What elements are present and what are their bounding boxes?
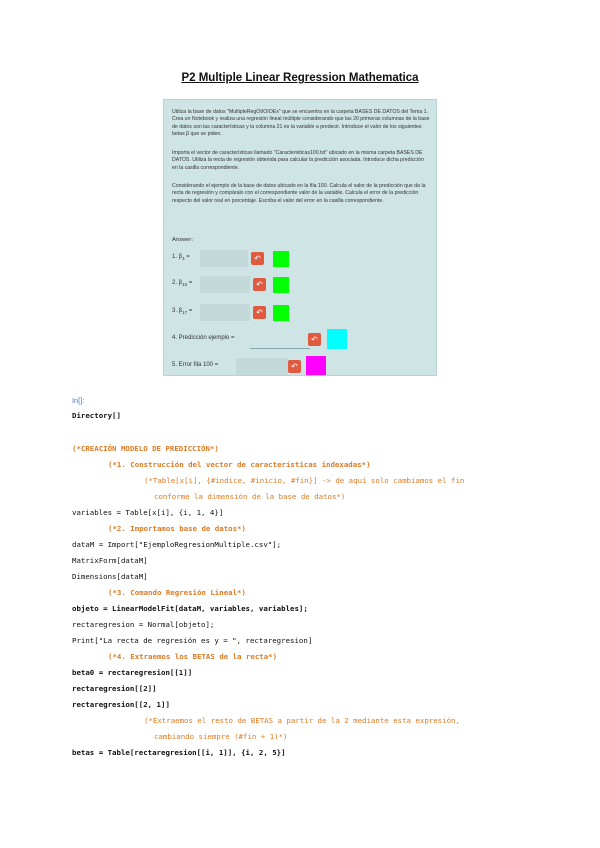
- undo-arrow-icon[interactable]: ↶: [251, 252, 264, 265]
- page-title: P2 Multiple Linear Regression Mathematica: [181, 72, 419, 84]
- code-line-matrixform: MatrixForm[dataM]: [72, 556, 148, 565]
- answer-row-label: 1. $\beta_4$ =: [172, 254, 190, 262]
- status-indicator: [273, 305, 289, 321]
- code-line-directory: Directory[]: [72, 411, 121, 420]
- answer-row-4: [172, 331, 430, 349]
- code-line-r21: rectaregresion[[2, 1]]: [72, 700, 170, 709]
- undo-arrow-icon[interactable]: ↶: [308, 333, 321, 346]
- code-line-r2: rectaregresion[[2]]: [72, 684, 157, 693]
- comment-step-2: (*2. Importamos base de datos*): [108, 524, 246, 533]
- code-line-beta0: beta0 = rectaregresion[[1]]: [72, 668, 193, 677]
- status-indicator: [273, 277, 289, 293]
- comment-step-1: (*1. Construcción del vector de características indexadas*): [108, 460, 371, 469]
- code-line-betas: betas = Table[rectaregresion[[i, 1]], {i, 2, 5}]: [72, 748, 286, 757]
- answer-row-2: [172, 276, 430, 294]
- answer-row-3: [172, 304, 430, 322]
- comment-table-b: conforme la dimensión de la base de datos*): [154, 492, 346, 501]
- code-line-variables: variables = Table[x[i], {i, 1, 4}]: [72, 508, 224, 517]
- code-line-objeto: objeto = LinearModelFit[dataM, variables, variables];: [72, 604, 308, 613]
- instruction-paragraph-3: Considerando el ejemplo de la base de datos ubicado en la fila 100. Calcula el valor de la predicción que da la recta de regresión y compáralo con el correspondiente valor de la variable. Calcula el error de la predicción respecto del valor real en porcentaje. Escriba el valor del error en la casilla correspondiente.: [172, 183, 426, 204]
- undo-arrow-icon[interactable]: ↶: [253, 306, 266, 319]
- undo-arrow-icon[interactable]: ↶: [288, 360, 301, 373]
- answer-row-label: 5. Error fila 100 =: [172, 362, 219, 368]
- undo-arrow-icon[interactable]: ↶: [253, 278, 266, 291]
- comment-betas-b: cambiando siempre (#fin + 1)*): [154, 732, 288, 741]
- status-indicator: [327, 329, 347, 349]
- instruction-paragraph-2: Importa el vector de características llamado "Caracteristicas100.txt" ubicado en la misma carpeta BASES DE DATOS. Utiliza la recta de regresión obtenida para calcular la predicción asociada. Introduce dicha predicción en la casilla correspondiente.: [172, 150, 424, 171]
- comment-step-3: (*3. Comando Regresión Lineal*): [108, 588, 246, 597]
- answer-row-label: 2. $\beta_{10}$ =: [172, 280, 193, 288]
- code-line-import: dataM = Import["EjemploRegresionMultiple.csv"];: [72, 540, 282, 549]
- comment-step-4: (*4. Extraemos los BETAS de la recta*): [108, 652, 278, 661]
- status-indicator: [273, 251, 289, 267]
- cell-label: In[]:: [72, 396, 85, 405]
- comment-table-a: (*Table[x[i], {#indice, #inicio, #fin}] -> de aquí solo cambiamos el fin: [144, 476, 465, 485]
- prediction-input[interactable]: [250, 331, 310, 349]
- error-input[interactable]: [236, 358, 288, 375]
- answer-row-5: [172, 358, 430, 376]
- answer-label: Answer:: [172, 237, 193, 243]
- answer-row-1: [172, 250, 430, 268]
- beta17-input[interactable]: [200, 304, 250, 321]
- beta10-input[interactable]: [200, 276, 250, 293]
- code-line-dimensions: Dimensions[dataM]: [72, 572, 148, 581]
- beta4-input[interactable]: [200, 250, 248, 267]
- code-line-print: Print["La recta de regresión es y = ", rectaregresion]: [72, 636, 313, 645]
- answer-row-label: 3. $\beta_{17}$ =: [172, 308, 193, 316]
- comment-betas-a: (*Extraemos el resto de BETAS a partir de la 2 mediante esta expresión,: [144, 716, 460, 725]
- quiz-panel: [163, 99, 437, 376]
- answer-row-label: 4. Predicción ejemplo =: [172, 335, 235, 341]
- status-indicator: [306, 356, 326, 376]
- instruction-paragraph-1: Utiliza la base de datos "MultipleRegOtIOIOEx" que se encuentra en la carpeta BASES DE DATOS del Tema 1. Crea un Notebook y realiza una regresión lineal múltiple considerando que las 20 primeras columnas de la base de datos son las características y la columna 21 es la variable a predecir. Introduce el valor de los siguientes betas β que se piden.: [172, 109, 430, 138]
- code-line-recta: rectaregresion = Normal[objeto];: [72, 620, 215, 629]
- comment-model: (*CREACIÓN MODELO DE PREDICCIÓN*): [72, 444, 219, 453]
